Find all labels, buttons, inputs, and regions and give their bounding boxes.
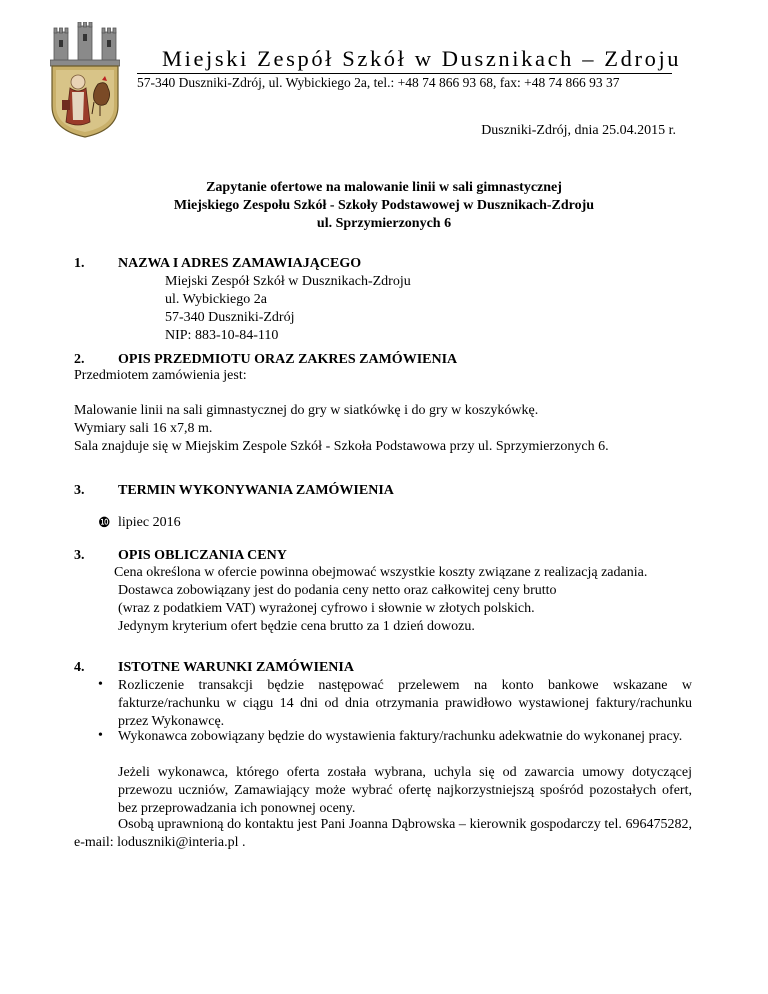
price-line-4: Jedynym kryterium ofert będzie cena brutto za 1 dzień dowozu.: [118, 619, 475, 634]
section-3b-heading: OPIS OBLICZANIA CENY: [118, 548, 287, 563]
orderer-nip: NIP: 883-10-84-110: [165, 328, 279, 343]
price-line-3: (wraz z podatkiem VAT) wyrażonej cyfrowo i słownie w złotych polskich.: [118, 601, 535, 616]
section-3b-number: 3.: [74, 548, 85, 563]
price-line-2: Dostawca zobowiązany jest do podania ceny netto oraz całkowitej ceny brutto: [118, 583, 557, 598]
subject-line-3: ul. Sprzymierzonych 6: [316, 216, 452, 231]
orderer-name: Miejski Zespół Szkół w Dusznikach-Zdroju: [165, 274, 411, 289]
school-address-line: 57-340 Duszniki-Zdrój, ul. Wybickiego 2a, tel.: +48 74 866 93 68, fax: +48 74 866 93 37: [137, 75, 620, 90]
section-3b-line-1: Cena określona w ofercie powinna obejmować wszystkie koszty związane z realizacją zadania.: [114, 565, 648, 580]
bullet-icon: •: [98, 677, 103, 692]
section-2-intro: Przedmiotem zamówienia jest:: [74, 368, 247, 383]
section-3b-body: [118, 582, 557, 636]
bullet-ten-icon: ❿: [98, 516, 111, 531]
orderer-street: ul. Wybickiego 2a: [165, 292, 267, 307]
section-1-body: [165, 273, 411, 345]
section-1-number: 1.: [74, 256, 85, 271]
school-name-title: Miejski Zespół Szkół w Dusznikach – Zdroju: [162, 46, 682, 71]
section-2-number: 2.: [74, 352, 85, 367]
bullet-icon: •: [98, 728, 103, 743]
condition-withdrawal: Jeżeli wykonawca, którego oferta została wybrana, uchyla się od zawarcia umowy dotyczącej przewozu uczniów, Zamawiający może wybrać ofertę najkorzystniejszą spośród pozostałych ofert, bez przeprowadzania ich ponownej oceny.: [118, 765, 692, 816]
order-description: Malowanie linii na sali gimnastycznej do gry w siatkówkę i do gry w koszykówkę.: [74, 403, 539, 418]
room-dimensions: Wymiary sali 16 x7,8 m.: [74, 421, 213, 436]
condition-payment: Rozliczenie transakcji będzie następować przelewem na konto bankowe wskazane w fakturze/rachunku w ciągu 14 dni od dnia otrzymania prawidłowo wystawionej faktury/rachunku przez Wykonawcę.: [118, 678, 692, 729]
section-3-heading: TERMIN WYKONYWANIA ZAMÓWIENIA: [118, 483, 394, 498]
contact-info: Osobą uprawnioną do kontaktu jest Pani Joanna Dąbrowska – kierownik gospodarczy tel. 696475282, e-mail: loduszniki@interia.pl .: [74, 817, 692, 850]
subject-line-1: Zapytanie ofertowe na malowanie linii w sali gimnastycznej: [206, 180, 562, 195]
orderer-city: 57-340 Duszniki-Zdrój: [165, 310, 295, 325]
section-4-heading: ISTOTNE WARUNKI ZAMÓWIENIA: [118, 660, 354, 675]
subject-line-2: Miejskiego Zespołu Szkół - Szkoły Podstawowej w Dusznikach-Zdroju: [173, 198, 595, 213]
deadline-item: lipiec 2016: [118, 515, 181, 530]
section-2-heading: OPIS PRZEDMIOTU ORAZ ZAKRES ZAMÓWIENIA: [118, 352, 458, 367]
coat-of-arms-logo: [50, 22, 120, 138]
header-divider: [137, 73, 672, 74]
section-2-body: [74, 402, 609, 456]
date-line: Duszniki-Zdrój, dnia 25.04.2015 r.: [481, 123, 676, 138]
condition-invoice: Wykonawca zobowiązany będzie do wystawienia faktury/rachunku adekwatnie do wykonanej pracy.: [118, 729, 683, 744]
room-location: Sala znajduje się w Miejskim Zespole Szkół - Szkoła Podstawowa przy ul. Sprzymierzonych 6.: [74, 439, 609, 454]
document-subject: [0, 179, 768, 233]
section-3-number: 3.: [74, 483, 85, 498]
section-1-heading: NAZWA I ADRES ZAMAWIAJĄCEGO: [118, 256, 362, 271]
section-4-number: 4.: [74, 660, 85, 675]
